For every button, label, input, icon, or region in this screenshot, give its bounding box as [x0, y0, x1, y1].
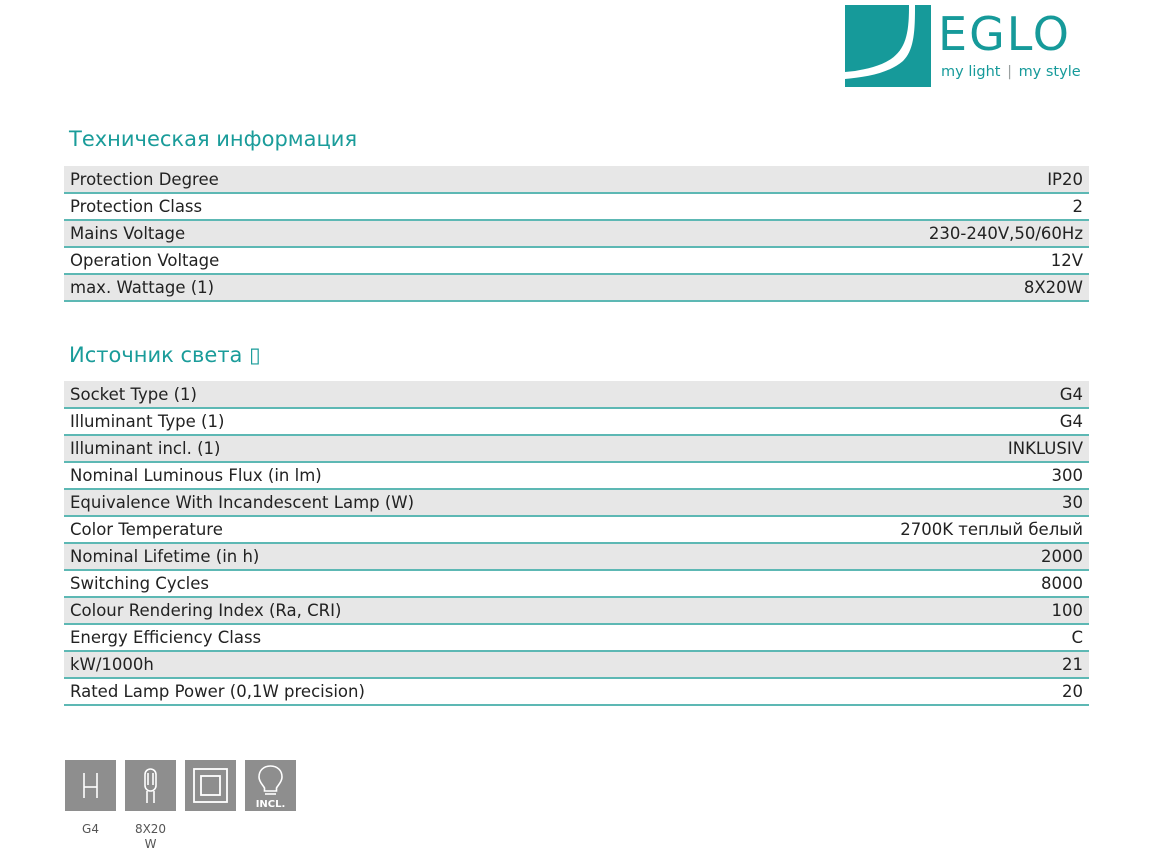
- table-row: [64, 408, 1089, 435]
- spec-label: Operation Voltage: [64, 247, 569, 274]
- table-row: [64, 220, 1089, 247]
- spec-value: G4: [727, 381, 1089, 408]
- spec-label: Switching Cycles: [64, 570, 727, 597]
- table-row: [64, 247, 1089, 274]
- spec-label: Illuminant Type (1): [64, 408, 727, 435]
- table-row: [64, 435, 1089, 462]
- tagline-left: my light: [941, 64, 1001, 80]
- tagline-right: my style: [1018, 64, 1081, 80]
- eglo-wordmark: EGLO: [938, 7, 1071, 61]
- light-source-title: Источник света ▯: [69, 343, 261, 367]
- spec-value: 2: [569, 193, 1089, 220]
- table-row: [64, 489, 1089, 516]
- g4-socket-icon: [65, 760, 116, 811]
- spec-value: 30: [727, 489, 1089, 516]
- spec-label: Protection Degree: [64, 166, 569, 193]
- spec-value: 21: [727, 651, 1089, 678]
- spec-value: 100: [727, 597, 1089, 624]
- eglo-tagline: [941, 64, 1081, 80]
- g4-socket-label: G4: [82, 822, 99, 836]
- protection-class-2-icon: [185, 760, 236, 811]
- technical-info-table: [64, 166, 1089, 302]
- technical-info-title: Техническая информация: [69, 127, 358, 151]
- spec-label: Mains Voltage: [64, 220, 569, 247]
- spec-label: Socket Type (1): [64, 381, 727, 408]
- incl-badge: INCL.: [255, 799, 286, 810]
- bulb-included-icon: [245, 760, 296, 811]
- spec-label: Illuminant incl. (1): [64, 435, 727, 462]
- spec-value: 300: [727, 462, 1089, 489]
- eglo-logo: [845, 5, 1095, 87]
- spec-value: IP20: [569, 166, 1089, 193]
- capsule-bulb-icon: [125, 760, 176, 811]
- tagline-separator: |: [1007, 64, 1012, 80]
- spec-label: max. Wattage (1): [64, 274, 569, 301]
- spec-label: kW/1000h: [64, 651, 727, 678]
- spec-label: Colour Rendering Index (Ra, CRI): [64, 597, 727, 624]
- table-row: [64, 678, 1089, 705]
- spec-label: Energy Efficiency Class: [64, 624, 727, 651]
- table-row: [64, 624, 1089, 651]
- light-source-table: [64, 381, 1089, 706]
- spec-value: 20: [727, 678, 1089, 705]
- spec-label: Nominal Lifetime (in h): [64, 543, 727, 570]
- table-row: [64, 166, 1089, 193]
- spec-value: 8000: [727, 570, 1089, 597]
- spec-label: Protection Class: [64, 193, 569, 220]
- table-row: [64, 381, 1089, 408]
- table-row: [64, 462, 1089, 489]
- table-row: [64, 193, 1089, 220]
- spec-label: Equivalence With Incandescent Lamp (W): [64, 489, 727, 516]
- spec-value: G4: [727, 408, 1089, 435]
- spec-value: 230-240V,50/60Hz: [569, 220, 1089, 247]
- table-row: [64, 651, 1089, 678]
- spec-label: Rated Lamp Power (0,1W precision): [64, 678, 727, 705]
- table-row: [64, 543, 1089, 570]
- spec-label: Color Temperature: [64, 516, 727, 543]
- eglo-logo-mark-icon: [845, 5, 931, 87]
- spec-value: 8X20W: [569, 274, 1089, 301]
- spec-value: C: [727, 624, 1089, 651]
- capsule-bulb-label: 8X20 W: [134, 822, 167, 851]
- spec-value: 12V: [569, 247, 1089, 274]
- spec-value: 2000: [727, 543, 1089, 570]
- spec-label: Nominal Luminous Flux (in lm): [64, 462, 727, 489]
- spec-value: 2700K теплый белый: [727, 516, 1089, 543]
- spec-value: INKLUSIV: [727, 435, 1089, 462]
- table-row: [64, 516, 1089, 543]
- table-row: [64, 570, 1089, 597]
- table-row: [64, 274, 1089, 301]
- table-row: [64, 597, 1089, 624]
